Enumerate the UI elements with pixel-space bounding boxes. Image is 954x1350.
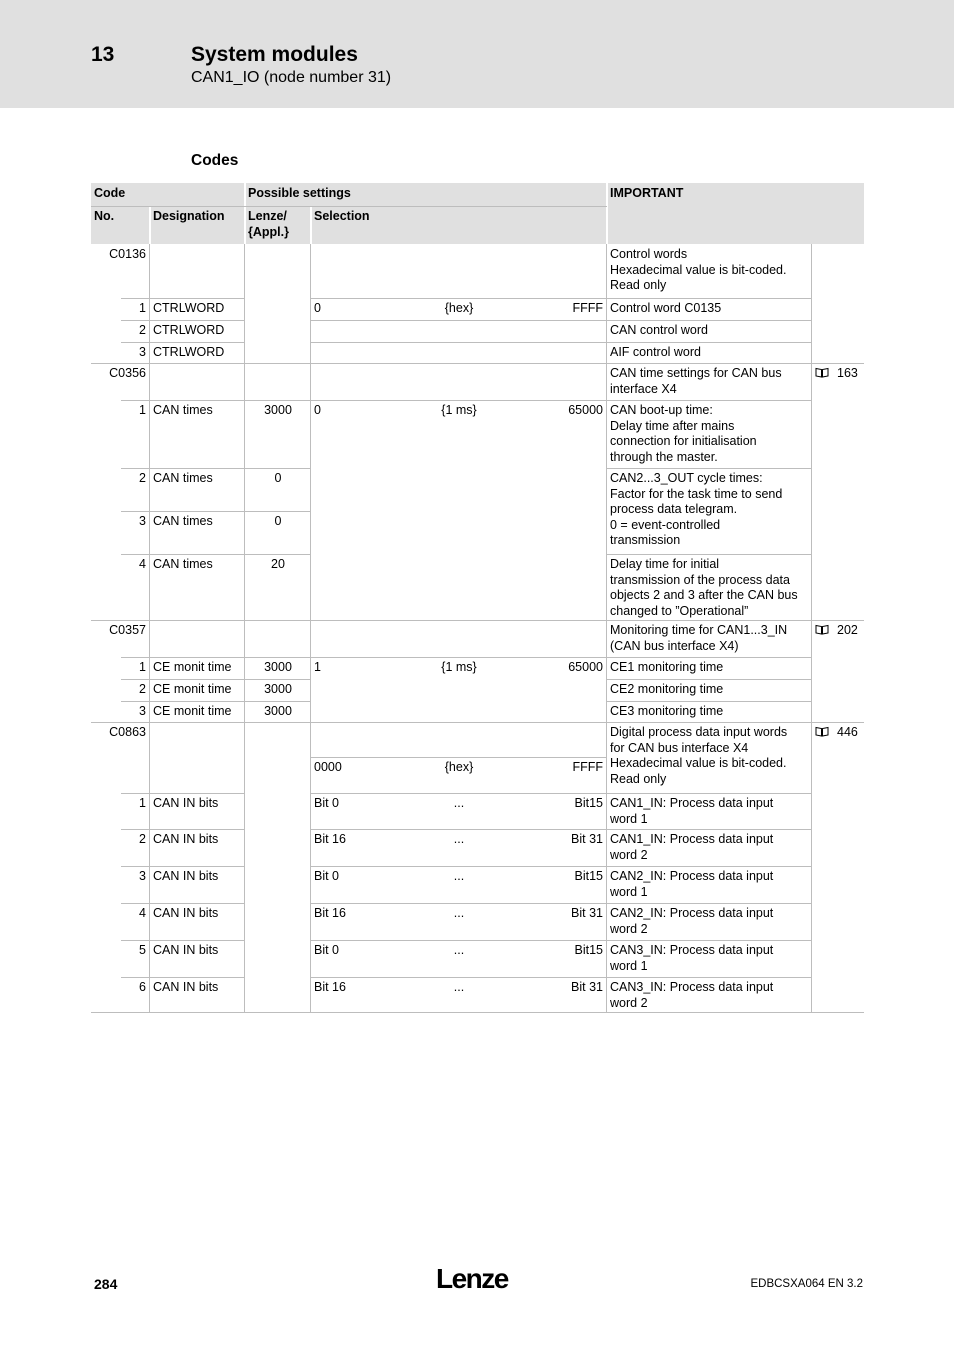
page-header	[0, 0, 954, 108]
row-divider	[607, 679, 812, 680]
header-no: No.	[91, 206, 150, 244]
important-text: AIF control word	[610, 345, 702, 359]
column-divider	[149, 206, 151, 244]
important-text: CAN3_IN: Process data input word 1	[610, 943, 774, 973]
selection-to: Bit15	[574, 869, 603, 883]
selection-from: 0	[314, 403, 321, 417]
selection-unit: ...	[453, 906, 465, 920]
column-divider	[149, 244, 150, 1012]
row-divider	[311, 866, 812, 867]
subcode-designation: CTRLWORD	[153, 301, 225, 315]
subcode-designation: CE monit time	[153, 660, 232, 674]
selection-from: Bit 0	[314, 796, 340, 810]
code-divider	[91, 620, 864, 621]
page-number: 284	[94, 1276, 118, 1292]
important-text: Control word C0135	[610, 301, 722, 315]
important-text: CE1 monitoring time	[610, 660, 724, 674]
selection-unit: {1 ms}	[441, 403, 477, 417]
row-divider	[607, 554, 812, 555]
subcode-number: 3	[139, 514, 146, 528]
selection-unit: {hex}	[444, 760, 474, 774]
selection-unit: ...	[453, 980, 465, 994]
important-text: CAN boot-up time: Delay time after mains connection for initialisation through the master.	[610, 403, 757, 464]
subcode-designation: CAN IN bits	[153, 943, 219, 957]
subcode-number: 1	[139, 403, 146, 417]
subcode-number: 6	[139, 980, 146, 994]
lenze-default: 3000	[264, 660, 292, 674]
selection-unit: ...	[453, 832, 465, 846]
row-divider	[607, 400, 812, 401]
book-icon	[815, 624, 829, 635]
code-divider	[91, 722, 864, 723]
code-number: C0357	[109, 623, 146, 637]
code-number: C0136	[109, 247, 146, 261]
important-text: CAN time settings for CAN bus interface X4	[610, 366, 782, 396]
selection-from: 1	[314, 660, 321, 674]
subcode-designation: CAN IN bits	[153, 796, 219, 810]
table-bottom-border	[91, 1012, 864, 1013]
row-divider	[311, 400, 607, 401]
header-lenze: Lenze/ {Appl.}	[245, 206, 311, 244]
selection-unit: ...	[453, 943, 465, 957]
code-number: C0356	[109, 366, 146, 380]
important-text: CAN1_IN: Process data input word 1	[610, 796, 774, 826]
section-title: Codes	[191, 152, 239, 169]
row-divider	[311, 298, 812, 299]
row-divider	[311, 342, 812, 343]
chapter-title: System modules	[191, 43, 358, 66]
document-id: EDBCSXA064 EN 3.2	[750, 1278, 863, 1290]
selection-from: Bit 0	[314, 869, 340, 883]
important-text: Monitoring time for CAN1...3_IN (CAN bus interface X4)	[610, 623, 788, 653]
row-divider	[121, 342, 245, 343]
page-reference-number: 163	[837, 366, 858, 380]
page-reference	[812, 363, 864, 400]
subcode-number: 2	[139, 471, 146, 485]
important-text: CAN2_IN: Process data input word 2	[610, 906, 774, 936]
row-divider	[607, 657, 812, 658]
important-text: Control words Hexadecimal value is bit-coded. Read only	[610, 247, 787, 293]
subcode-number: 2	[139, 323, 146, 337]
important-text: Digital process data input words for CAN bus interface X4 Hexadecimal value is bit-coded. Read only	[610, 725, 788, 786]
selection-to: Bit 31	[571, 906, 603, 920]
column-divider	[310, 244, 311, 1012]
selection-from: 0000	[314, 760, 342, 774]
page-reference	[812, 722, 864, 793]
subcode-number: 1	[139, 796, 146, 810]
subcode-number: 3	[139, 345, 146, 359]
row-divider	[121, 977, 245, 978]
column-divider	[606, 244, 607, 1012]
important-text: CE2 monitoring time	[610, 682, 724, 696]
selection-to: 65000	[568, 403, 603, 417]
selection-from: 0	[314, 301, 321, 315]
row-divider	[311, 829, 812, 830]
subcode-number: 1	[139, 660, 146, 674]
row-divider	[121, 866, 245, 867]
code-divider	[91, 363, 864, 364]
lenze-logo: Lenze	[436, 1263, 508, 1294]
subcode-number: 4	[139, 557, 146, 571]
subcode-designation: CAN times	[153, 557, 213, 571]
selection-to: Bit 31	[571, 980, 603, 994]
row-divider	[311, 320, 812, 321]
subcode-designation: CAN IN bits	[153, 980, 219, 994]
page-reference	[812, 620, 864, 657]
selection-to: FFFF	[572, 301, 603, 315]
column-divider	[244, 183, 246, 244]
row-divider	[607, 468, 812, 469]
book-icon	[815, 367, 829, 378]
header-important: IMPORTANT	[607, 183, 864, 244]
book-icon	[815, 726, 829, 737]
important-text: Delay time for initial transmission of the process data objects 2 and 3 after the CAN bus changed to ”Operational”	[610, 557, 798, 618]
subcode-designation: CAN times	[153, 471, 213, 485]
selection-unit: {1 ms}	[441, 660, 477, 674]
selection-to: FFFF	[572, 760, 603, 774]
row-divider	[311, 977, 812, 978]
selection-to: Bit 31	[571, 832, 603, 846]
lenze-default: 0	[274, 514, 282, 528]
page-reference-number: 202	[837, 623, 858, 637]
lenze-default: 3000	[264, 403, 292, 417]
lenze-default: 20	[271, 557, 285, 571]
row-divider	[311, 793, 812, 794]
important-text: CE3 monitoring time	[610, 704, 724, 718]
row-divider	[311, 657, 607, 658]
subcode-designation: CTRLWORD	[153, 323, 225, 337]
header-possible-settings: Possible settings	[245, 183, 607, 206]
subcode-number: 1	[139, 301, 146, 315]
header-code: Code	[91, 183, 245, 206]
subcode-designation: CE monit time	[153, 682, 232, 696]
subcode-designation: CE monit time	[153, 704, 232, 718]
column-divider	[244, 244, 245, 1012]
subcode-designation: CAN IN bits	[153, 869, 219, 883]
column-divider	[606, 183, 608, 244]
selection-to: Bit15	[574, 796, 603, 810]
subcode-designation: CAN IN bits	[153, 906, 219, 920]
selection-from: Bit 16	[314, 832, 346, 846]
column-divider	[811, 244, 812, 1012]
important-text: CAN3_IN: Process data input word 2	[610, 980, 774, 1010]
subcode-number: 3	[139, 869, 146, 883]
subcode-designation: CTRLWORD	[153, 345, 225, 359]
important-text: CAN1_IN: Process data input word 2	[610, 832, 774, 862]
column-divider	[310, 206, 312, 244]
subcode-designation: CAN IN bits	[153, 832, 219, 846]
subcode-number: 2	[139, 682, 146, 696]
selection-to: 65000	[568, 660, 603, 674]
subcode-number: 4	[139, 906, 146, 920]
subcode-designation: CAN times	[153, 514, 213, 528]
subcode-number: 3	[139, 704, 146, 718]
row-divider	[121, 298, 245, 299]
selection-unit: ...	[453, 869, 465, 883]
row-divider	[121, 320, 245, 321]
chapter-subtitle: CAN1_IO (node number 31)	[191, 69, 392, 86]
selection-unit: ...	[453, 796, 465, 810]
subcode-number: 2	[139, 832, 146, 846]
header-designation: Designation	[150, 206, 245, 244]
chapter-number: 13	[91, 43, 115, 66]
header-divider	[91, 206, 607, 207]
header-selection: Selection	[311, 206, 607, 244]
lenze-default: 3000	[264, 682, 292, 696]
selection-from: Bit 0	[314, 943, 340, 957]
row-divider	[607, 701, 812, 702]
lenze-default: 0	[274, 471, 282, 485]
row-divider	[121, 793, 245, 794]
subcode-designation: CAN times	[153, 403, 213, 417]
selection-to: Bit15	[574, 943, 603, 957]
row-divider	[121, 829, 245, 830]
code-number: C0863	[109, 725, 146, 739]
important-text: CAN control word	[610, 323, 708, 337]
row-divider	[311, 757, 607, 758]
row-divider	[311, 940, 812, 941]
row-divider	[311, 903, 812, 904]
subcode-number: 5	[139, 943, 146, 957]
selection-from: Bit 16	[314, 980, 346, 994]
page-reference-number: 446	[837, 725, 858, 739]
selection-from: Bit 16	[314, 906, 346, 920]
important-text: CAN2...3_OUT cycle times: Factor for the task time to send process data telegram. 0 = event-controlled transmission	[610, 471, 783, 548]
row-divider	[121, 940, 245, 941]
row-divider	[121, 903, 245, 904]
important-text: CAN2_IN: Process data input word 1	[610, 869, 774, 899]
selection-unit: {hex}	[444, 301, 474, 315]
lenze-default: 3000	[264, 704, 292, 718]
